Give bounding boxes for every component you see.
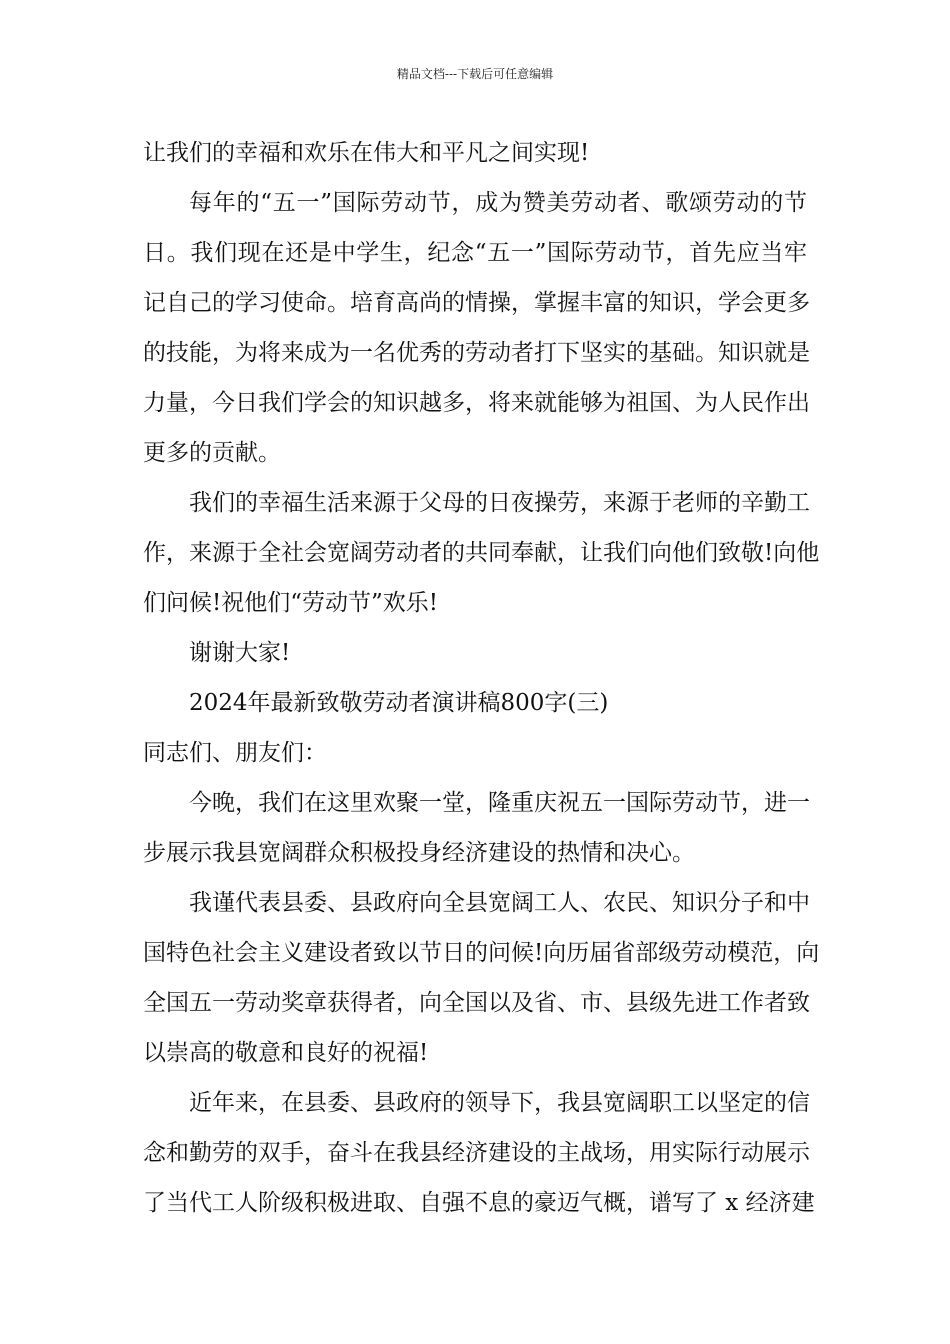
text-line: 今晚，我们在这里欢聚一堂，隆重庆祝五一国际劳动节，进一 bbox=[189, 790, 810, 816]
salutation: 同志们、朋友们： bbox=[143, 740, 327, 766]
text-line: 们问候!祝他们“劳动节”欢乐! bbox=[143, 590, 439, 616]
text-line: 我们的幸福生活来源于父母的日夜操劳，来源于老师的辛勤工 bbox=[189, 490, 810, 516]
text-line: 的技能，为将来成为一名优秀的劳动者打下坚实的基础。知识就是 bbox=[143, 340, 810, 366]
text-line: 日。我们现在还是中学生，纪念“五一”国际劳动节，首先应当牢 bbox=[143, 240, 807, 266]
text-line: 以崇高的敬意和良好的祝福! bbox=[143, 1040, 429, 1066]
text-line: 记自己的学习使命。培育高尚的情操，掌握丰富的知识，学会更多 bbox=[143, 290, 810, 316]
text-line: 每年的“五一”国际劳动节，成为赞美劳动者、歌颂劳动的节 bbox=[189, 190, 807, 216]
text-line: 全国五一劳动奖章获得者，向全国以及省、市、县级先进工作者致 bbox=[143, 990, 810, 1016]
text-line: 步展示我县宽阔群众积极投身经济建设的热情和决心。 bbox=[143, 840, 695, 866]
text-line: 了当代工人阶级积极进取、自强不息的豪迈气概，谱写了 x 经济建 bbox=[143, 1190, 815, 1216]
text-line: 近年来，在县委、县政府的领导下，我县宽阔职工以坚定的信 bbox=[189, 1090, 810, 1116]
text-line: 更多的贡献。 bbox=[143, 440, 281, 466]
text-line: 让我们的幸福和欢乐在伟大和平凡之间实现! bbox=[143, 140, 590, 166]
page-header: 精品文档---下载后可任意编辑 bbox=[396, 67, 554, 81]
section-title: 2024年最新致敬劳动者演讲稿800字(三) bbox=[189, 690, 609, 716]
text-line: 力量，今日我们学会的知识越多，将来就能够为祖国、为人民作出 bbox=[143, 390, 810, 416]
document-body bbox=[143, 128, 820, 1228]
text-line: 念和勤劳的双手，奋斗在我县经济建设的主战场，用实际行动展示 bbox=[143, 1140, 810, 1166]
text-line: 国特色社会主义建设者致以节日的问候!向历届省部级劳动模范，向 bbox=[143, 940, 820, 966]
text-line: 我谨代表县委、县政府向全县宽阔工人、农民、知识分子和中 bbox=[189, 890, 810, 916]
text-line: 谢谢大家! bbox=[189, 640, 291, 666]
text-line: 作，来源于全社会宽阔劳动者的共同奉献，让我们向他们致敬!向他 bbox=[143, 540, 820, 566]
